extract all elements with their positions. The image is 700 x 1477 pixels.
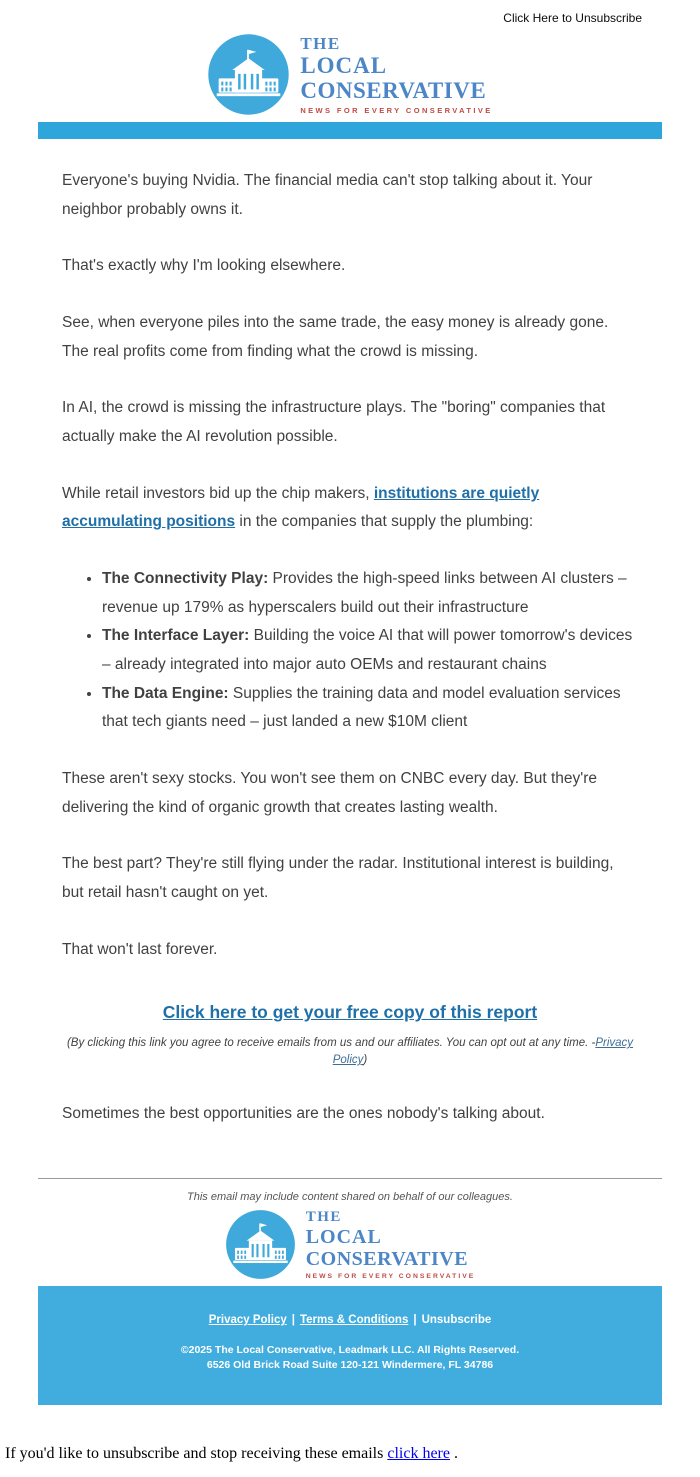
bottom-unsubscribe-period: . (449, 1444, 458, 1462)
list-item-interface (102, 622, 638, 679)
logo-wordmark (306, 1210, 476, 1280)
top-bar (38, 0, 662, 29)
email-content (38, 167, 662, 1128)
paragraph-elsewhere: That's exactly why I'm looking elsewhere. (62, 257, 346, 275)
institutions-link[interactable]: institutions are quietly accumulating positions (62, 484, 540, 531)
footer-brand-logo (38, 1205, 662, 1286)
footer-links-row (48, 1314, 652, 1326)
paragraph-crowd: See, when everyone piles into the same trade, the easy money is already gone. The real profits come from finding what the crowd is missing. (62, 314, 609, 360)
footer-terms-link[interactable]: Terms & Conditions (299, 1314, 409, 1327)
footer (38, 1286, 662, 1404)
disclaimer-text: (By clicking this link you agree to receive emails from us and our affiliates. You can opt out at any time. - (66, 1037, 596, 1050)
paragraph-infrastructure: In AI, the crowd is missing the infrastructure plays. The "boring" companies that actually make the AI revolution possible. (62, 399, 606, 446)
logo-line-conservative: CONSERVATIVE (300, 77, 487, 103)
list-item-connectivity (102, 565, 638, 622)
bullet-title: The Data Engine: (102, 684, 229, 702)
cta-disclaimer (62, 1035, 638, 1070)
bullet-text: Building the voice AI that will power tomorrow's devices – already integrated into major auto OEMs and restaurant chains (102, 627, 633, 674)
text-after-link: in the companies that supply the plumbing: (235, 513, 534, 531)
footer-separator: | (413, 1314, 417, 1327)
disclaimer-close: ) (363, 1054, 368, 1067)
cta-row (62, 996, 638, 1029)
logo-tagline: NEWS FOR EVERY CONSERVATIVE (300, 105, 493, 115)
logo-line-local: LOCAL (300, 52, 388, 78)
white-house-icon (207, 33, 290, 116)
paragraph-cnbc: These aren't sexy stocks. You won't see them on CNBC every day. But they're delivering the kind of organic growth that creates lasting wealth. (62, 770, 597, 816)
logo-wordmark (300, 35, 492, 115)
footer-copyright: ©2025 The Local Conservative, Leadmark LLC. All Rights Reserved. (180, 1344, 520, 1357)
logo-line-conservative: CONSERVATIVE (305, 1247, 469, 1270)
brand-logo (38, 29, 662, 122)
plays-list (62, 565, 638, 737)
bottom-unsubscribe-row (0, 1405, 700, 1477)
bullet-title: The Interface Layer: (102, 627, 250, 645)
list-item-data-engine (102, 680, 638, 737)
bullet-title: The Connectivity Play: (102, 570, 269, 588)
cta-report-link[interactable]: Click here to get your free copy of this report (162, 1002, 538, 1023)
text-before-link: While retail investors bid up the chip makers, (62, 484, 374, 502)
email-body (38, 0, 662, 1405)
paragraph-forever: That won't last forever. (62, 940, 218, 958)
footer-separator: | (291, 1314, 295, 1327)
footer-unsubscribe-link[interactable]: Unsubscribe (421, 1314, 492, 1327)
bullet-text: Provides the high-speed links between AI clusters – revenue up 179% as hyperscalers build out their infrastructure (102, 570, 627, 616)
logo-line-local: LOCAL (305, 1225, 382, 1248)
paragraph-institutions (62, 480, 638, 537)
header-divider-bar (38, 122, 662, 139)
paragraph-radar: The best part? They're still flying under the radar. Institutional interest is building, but retail hasn't caught on yet. (62, 855, 614, 902)
paragraph-closing: Sometimes the best opportunities are the ones nobody's talking about. (62, 1104, 545, 1122)
bullet-text: Supplies the training data and model evaluation services that tech giants need – just landed a new $10M client (102, 684, 621, 731)
white-house-icon (225, 1209, 296, 1280)
logo-tagline: NEWS FOR EVERY CONSERVATIVE (305, 1272, 476, 1280)
footer-privacy-link[interactable]: Privacy Policy (208, 1314, 287, 1327)
top-unsubscribe-link[interactable]: Click Here to Unsubscribe (503, 11, 642, 25)
footer-divider (38, 1178, 662, 1179)
paragraph-intro: Everyone's buying Nvidia. The financial media can't stop talking about it. Your neighbor probably owns it. (62, 172, 593, 218)
privacy-policy-link[interactable]: Privacy Policy (332, 1037, 634, 1067)
bottom-unsubscribe-link[interactable]: click here (387, 1444, 450, 1462)
footer-address: 6526 Old Brick Road Suite 120-121 Windermere, FL 34786 (206, 1358, 494, 1371)
logo-line-the: THE (305, 1208, 342, 1225)
shared-content-note: This email may include content shared on behalf of our colleagues. (187, 1191, 513, 1204)
bottom-unsubscribe-text: If you'd like to unsubscribe and stop receiving these emails (5, 1444, 388, 1462)
logo-line-the: THE (300, 33, 341, 53)
